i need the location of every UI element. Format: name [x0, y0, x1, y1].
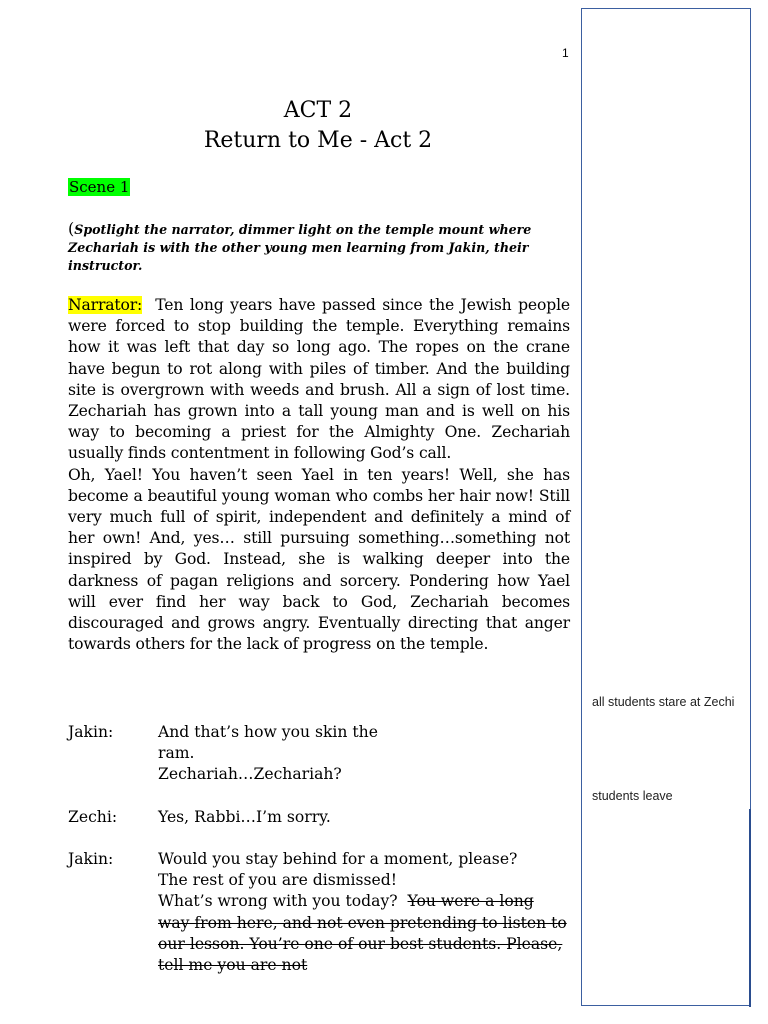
dialogue-line: ram.: [158, 744, 195, 763]
deleted-text: You were a long way from here, and not even pretending to listen to our lesson. You’re one of our best students. Please, tell me you are not: [158, 892, 567, 975]
script-title: [68, 96, 568, 156]
speaker-name: Zechi:: [68, 808, 118, 826]
dialogue-line: And that’s how you skin the: [158, 723, 378, 741]
speaker-name: Jakin:: [68, 850, 114, 868]
dialogue-block: [68, 849, 578, 976]
dialogue-text: What’s wrong with you today?: [158, 892, 398, 911]
speaker-name: Jakin:: [68, 723, 114, 741]
act-heading: ACT 2: [283, 98, 353, 123]
dialogue-line: Yes, Rabbi…I’m sorry.: [158, 808, 331, 826]
stage-direction-paren: (: [68, 219, 75, 238]
margin-note: all students stare at Zechi: [592, 695, 735, 709]
narration-paragraph-1: Ten long years have passed since the Jewish people were forced to stop building the temple. Everything remains how it was left that day so long ago. The ropes on the crane have begun to rot along with piles of timber. And the building site is overgrown with weeds and brush. All a sign of lost time. Zechariah has grown into a tall young man and is well on his way to becoming a priest for the Almighty One. Zechariah usually finds contentment in following God’s call.: [68, 296, 570, 463]
stage-direction-text: Spotlight the narrator, dimmer light on the temple mount where Zechariah is with the other young men learning from Jakin, their instructor.: [68, 222, 532, 273]
page-number: 1: [562, 46, 569, 60]
margin-note: students leave: [592, 789, 673, 803]
stage-direction: [68, 220, 558, 275]
dialogue-block: [68, 807, 578, 828]
dialogue-line-with-deletion: [158, 891, 568, 976]
dialogue-line: Zechariah…Zechariah?: [158, 765, 342, 784]
comment-margin: [581, 8, 751, 1006]
dialogue-line: The rest of you are dismissed!: [158, 871, 398, 890]
dialogue-block: [68, 722, 578, 786]
narration-paragraph-2: Oh, Yael! You haven’t seen Yael in ten years! Well, she has become a beautiful young woman who combs her hair now! Still very much full of spirit, independent and definitely a mind of her own! And, yes… still pursuing something…something not inspired by God. Instead, she is walking deeper into the darkness of pagan religions and sorcery. Pondering how Yael will ever find her way back to God, Zechariah becomes discouraged and grows angry. Eventually directing that anger towards others for the lack of progress on the temple.: [68, 465, 570, 654]
play-title: Return to Me - Act 2: [203, 128, 433, 153]
narrator-label: Narrator:: [68, 296, 143, 314]
margin-border: [749, 809, 751, 1007]
scene-heading: Scene 1: [69, 178, 130, 196]
dialogue-line: Would you stay behind for a moment, please?: [158, 850, 518, 868]
narrator-block: [68, 295, 570, 655]
